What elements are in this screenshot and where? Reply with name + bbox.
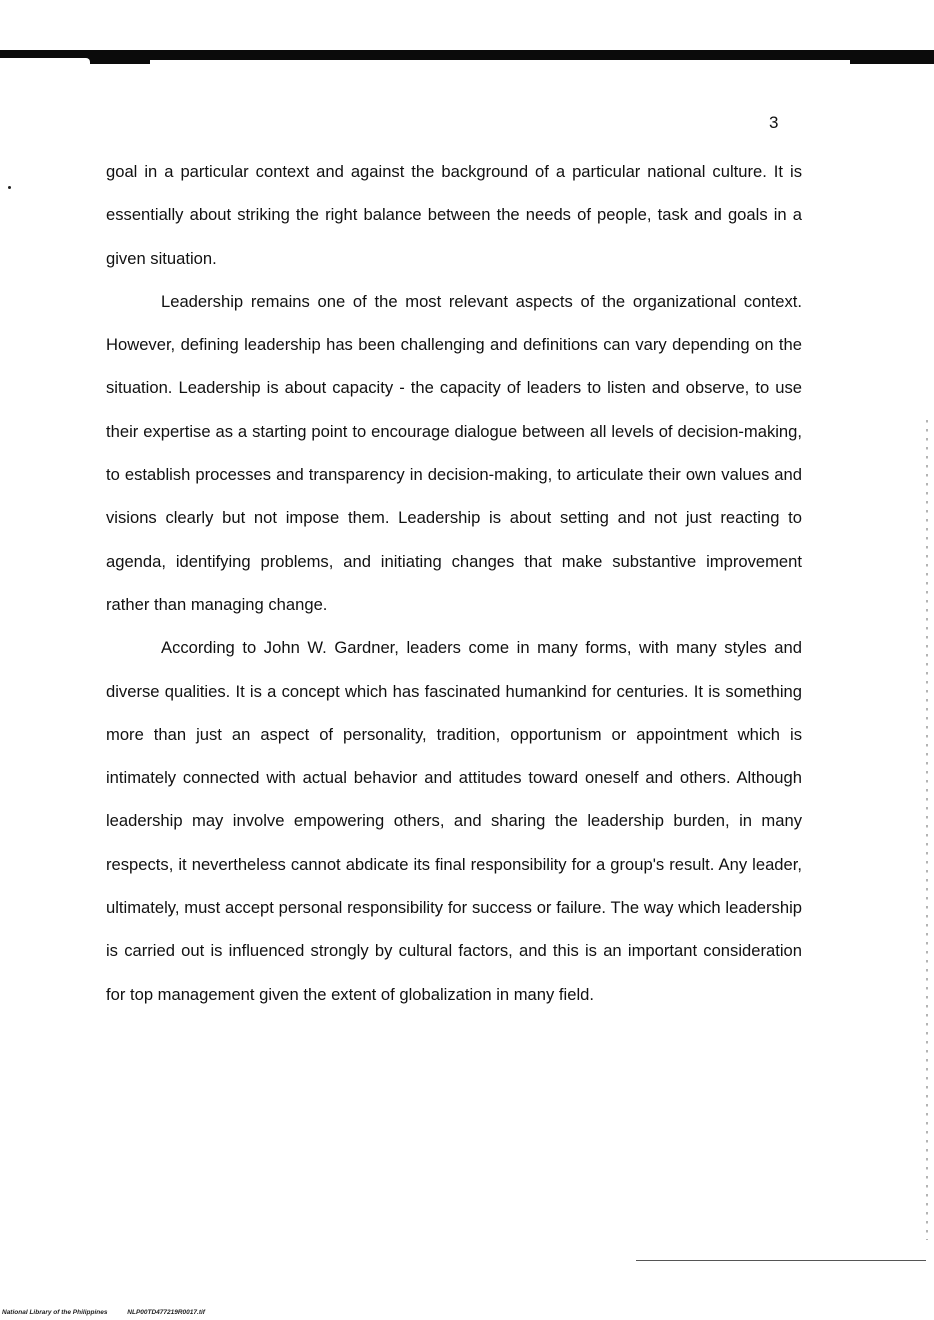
paragraph-2: Leadership remains one of the most relevant aspects of the organizational context. However, defining leadership has been challenging and definitions can vary depending on the situation. Leadership is about capacity - the capacity of leaders to listen and observe, to use their expertise as a starting point to encourage dialogue between all levels of decision-making, to establish processes and transparency in decision-making, to articulate their own values and visions clearly but not impose them. Leadership is about setting and not just reacting to agenda, identifying problems, and initiating changes that make substantive improvement rather than managing change.	[106, 291, 802, 614]
page-number: 3	[769, 113, 779, 132]
scan-speck	[8, 186, 11, 189]
bottom-rule	[636, 1260, 926, 1261]
paragraph-1: goal in a particular context and against the background of a particular national culture. It is essentially about striking the right balance between the needs of people, task and goals in a given situation.	[106, 162, 802, 268]
footer-library: National Library of the Philippines	[2, 1309, 108, 1316]
scan-edge-dots	[926, 420, 928, 1240]
footer-file-id: NLP00TD477219R0017.tif	[127, 1309, 205, 1316]
scan-edge-notch-right	[888, 58, 934, 64]
scan-edge-notch-mid	[150, 60, 850, 64]
scan-edge-notch-left	[0, 58, 90, 64]
footer-stamp	[2, 1309, 205, 1316]
scan-edge-top	[0, 50, 934, 64]
paragraph-3: According to John W. Gardner, leaders come in many forms, with many styles and diverse qualities. It is a concept which has fascinated humankind for centuries. It is something more than just an aspect of personality, tradition, opportunism or appointment which is intimately connected with actual behavior and attitudes toward oneself and others. Although leadership may involve empowering others, and sharing the leadership burden, in many respects, it nevertheless cannot abdicate its final responsibility for a group's result. Any leader, ultimately, must accept personal responsibility for success or failure. The way which leadership is carried out is influenced strongly by cultural factors, and this is an important consideration for top management given the extent of globalization in many field.	[106, 638, 802, 1004]
body-text	[106, 150, 802, 1016]
